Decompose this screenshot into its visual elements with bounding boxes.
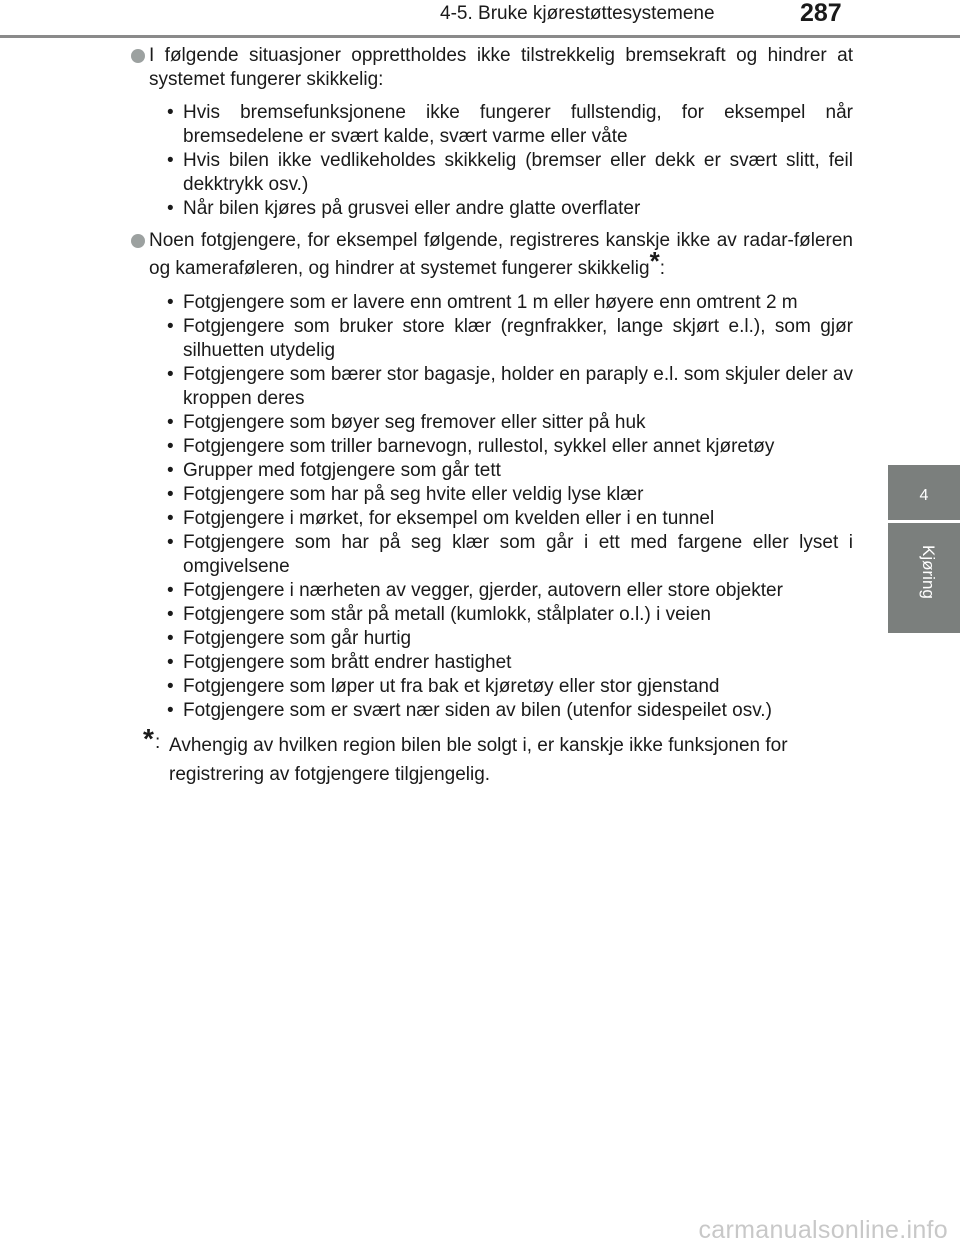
list-item: [167, 435, 853, 459]
chapter-side-tab: [888, 465, 960, 625]
list-item-text: Hvis bilen ikke vedlikeholdes skikkelig (bremser eller dekk er svært slitt, feil dekktrykk osv.): [183, 150, 853, 195]
list-item-text: Fotgjengere som bruker store klær (regnfrakker, lange skjørt e.l.), som gjør silhuetten utydelig: [183, 316, 853, 361]
list-item: [167, 507, 853, 531]
section2-list: [131, 291, 853, 723]
list-item-text: Fotgjengere som triller barnevogn, rullestol, sykkel eller annet kjøretøy: [183, 436, 775, 457]
section1-intro-text: I følgende situasjoner opprettholdes ikke tilstrekkelig bremsekraft og hindrer at systemet fungerer skikkelig:: [149, 45, 853, 90]
list-item: [167, 675, 853, 699]
list-item-text: Fotgjengere som har på seg klær som går i ett med fargene eller lyset i omgivelsene: [183, 532, 853, 577]
footnote-colon: :: [155, 732, 161, 753]
section2-intro-text: Noen fotgjengere, for eksempel følgende, registreres kanskje ikke av radar-føleren og kameraføleren, og hindrer at systemet fungerer skikkelig: [149, 230, 853, 279]
list-item: [167, 101, 853, 149]
list-item-text: Fotgjengere som bærer stor bagasje, holder en paraply e.l. som skjuler deler av kroppen deres: [183, 364, 853, 409]
list-item-text: Når bilen kjøres på grusvei eller andre glatte overflater: [183, 198, 641, 219]
header-divider: [0, 35, 960, 38]
list-item-text: Fotgjengere som har på seg hvite eller veldig lyse klær: [183, 484, 644, 505]
section1-list: [131, 101, 853, 221]
footnote: [131, 723, 853, 789]
list-item: [167, 197, 853, 221]
bullet-icon: •: [167, 484, 174, 505]
bullet-icon: •: [167, 292, 174, 313]
bullet-icon: •: [167, 604, 174, 625]
list-item: [167, 579, 853, 603]
section1-intro-paragraph: [131, 44, 853, 92]
list-item: [167, 315, 853, 363]
list-item: [167, 531, 853, 579]
section2-intro-colon: :: [659, 258, 665, 279]
list-item: [167, 149, 853, 197]
bullet-icon: •: [167, 102, 174, 123]
list-item: [167, 699, 853, 723]
bullet-icon: •: [167, 652, 174, 673]
list-item-text: Grupper med fotgjengere som går tett: [183, 460, 501, 481]
bullet-icon: •: [167, 460, 174, 481]
bullet-icon: •: [167, 198, 174, 219]
list-item-text: Fotgjengere som brått endrer hastighet: [183, 652, 512, 673]
list-item-text: Fotgjengere i nærheten av vegger, gjerder, autovern eller store objekter: [183, 580, 783, 601]
chapter-label: Kjøring: [919, 545, 938, 599]
list-item: [167, 411, 853, 435]
list-item-text: Fotgjengere som løper ut fra bak et kjøretøy eller stor gjenstand: [183, 676, 720, 697]
page-number: 287: [800, 0, 842, 27]
bullet-icon: •: [167, 364, 174, 385]
list-item: [167, 291, 853, 315]
list-item-text: Fotgjengere i mørket, for eksempel om kvelden eller i en tunnel: [183, 508, 715, 529]
section-bullet-icon: [131, 49, 145, 63]
list-item-text: Fotgjengere som står på metall (kumlokk, stålplater o.l.) i veien: [183, 604, 711, 625]
bullet-icon: •: [167, 508, 174, 529]
bullet-icon: •: [167, 676, 174, 697]
bullet-icon: •: [167, 580, 174, 601]
list-item: [167, 627, 853, 651]
bullet-icon: •: [167, 150, 174, 171]
list-item-text: Fotgjengere som bøyer seg fremover eller sitter på huk: [183, 412, 646, 433]
footnote-star: *: [143, 723, 154, 754]
bullet-icon: •: [167, 700, 174, 721]
list-item: [167, 651, 853, 675]
section-title: 4-5. Bruke kjørestøttesystemene: [440, 3, 715, 24]
list-item: [167, 483, 853, 507]
footnote-marker: *: [649, 246, 660, 276]
bullet-icon: •: [167, 436, 174, 457]
bullet-icon: •: [167, 628, 174, 649]
list-item-text: Fotgjengere som er lavere enn omtrent 1 m eller høyere enn omtrent 2 m: [183, 292, 798, 313]
footnote-text: Avhengig av hvilken region bilen ble solgt i, er kanskje ikke funksjonen for registrering av fotgjengere tilgjengelig.: [169, 735, 788, 785]
watermark: carmanualsonline.info: [698, 1216, 948, 1244]
page-content: [131, 44, 853, 789]
bullet-icon: •: [167, 316, 174, 337]
section2-intro-paragraph: [131, 227, 853, 283]
section-bullet-icon: [131, 234, 145, 248]
list-item-text: Fotgjengere som går hurtig: [183, 628, 412, 649]
list-item: [167, 459, 853, 483]
list-item-text: Hvis bremsefunksjonene ikke fungerer fullstendig, for eksempel når bremsedelene er svært kalde, svært varme eller våte: [183, 102, 853, 147]
list-item: [167, 363, 853, 411]
bullet-icon: •: [167, 412, 174, 433]
chapter-number: 4: [919, 487, 929, 504]
list-item: [167, 603, 853, 627]
bullet-icon: •: [167, 532, 174, 553]
list-item-text: Fotgjengere som er svært nær siden av bilen (utenfor sidespeilet osv.): [183, 700, 772, 721]
